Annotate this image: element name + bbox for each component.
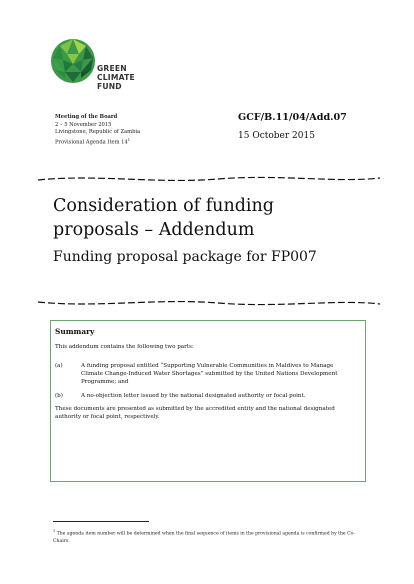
summary-intro: This addendum contains the following two parts:: [55, 344, 194, 350]
wave-divider-bottom: [38, 298, 380, 308]
summary-item-text: A funding proposal entitled “Supporting Vulnerable Communities in Maldives to Manage Climate Change-Induced Water Shortages” submitted by the United Nations Development Programme; and: [81, 363, 338, 385]
meeting-agenda: [55, 137, 140, 147]
agenda-text: Provisional Agenda Item 14: [55, 139, 128, 146]
meeting-title: Meeting of the Board: [55, 114, 118, 120]
wave-divider-top: [38, 174, 380, 184]
summary-item-label: (b): [55, 393, 63, 399]
title-line-2: proposals – Addendum: [53, 220, 255, 240]
meeting-info: [55, 114, 140, 147]
footnote-ref: 1: [127, 137, 131, 142]
meeting-dates: 2 – 5 November 2015: [55, 121, 112, 128]
summary-closing: These documents are presented as submitted by the accredited entity and the national designated authority or focal point, respectively.: [55, 406, 335, 420]
document-date: 15 October 2015: [238, 131, 315, 141]
summary-item-text: A no-objection letter issued by the national designated authority or focal point.: [81, 393, 306, 399]
logo-line-3: FUND: [97, 82, 122, 91]
logo-line-2: CLIMATE: [97, 73, 135, 82]
globe-icon: [50, 38, 96, 84]
logo-line-1: GREEN: [97, 64, 127, 73]
footnote-marker: 1: [53, 529, 56, 533]
summary-heading: Summary: [55, 327, 95, 336]
footnote: [53, 528, 363, 545]
title-line-1: Consideration of funding: [53, 196, 274, 216]
logo-wordmark: [97, 64, 135, 91]
document-number: GCF/B.11/04/Add.07: [238, 112, 347, 123]
meeting-location: Livingstone, Republic of Zambia: [55, 129, 141, 136]
footnote-rule: [53, 521, 149, 522]
footnote-text: The agenda item number will be determined when the final sequence of items in the provisional agenda is confirmed by the Co-Chairs.: [53, 531, 355, 544]
page-title: [53, 194, 274, 242]
page-subtitle: Funding proposal package for FP007: [53, 249, 317, 265]
summary-item-label: (a): [55, 363, 63, 369]
